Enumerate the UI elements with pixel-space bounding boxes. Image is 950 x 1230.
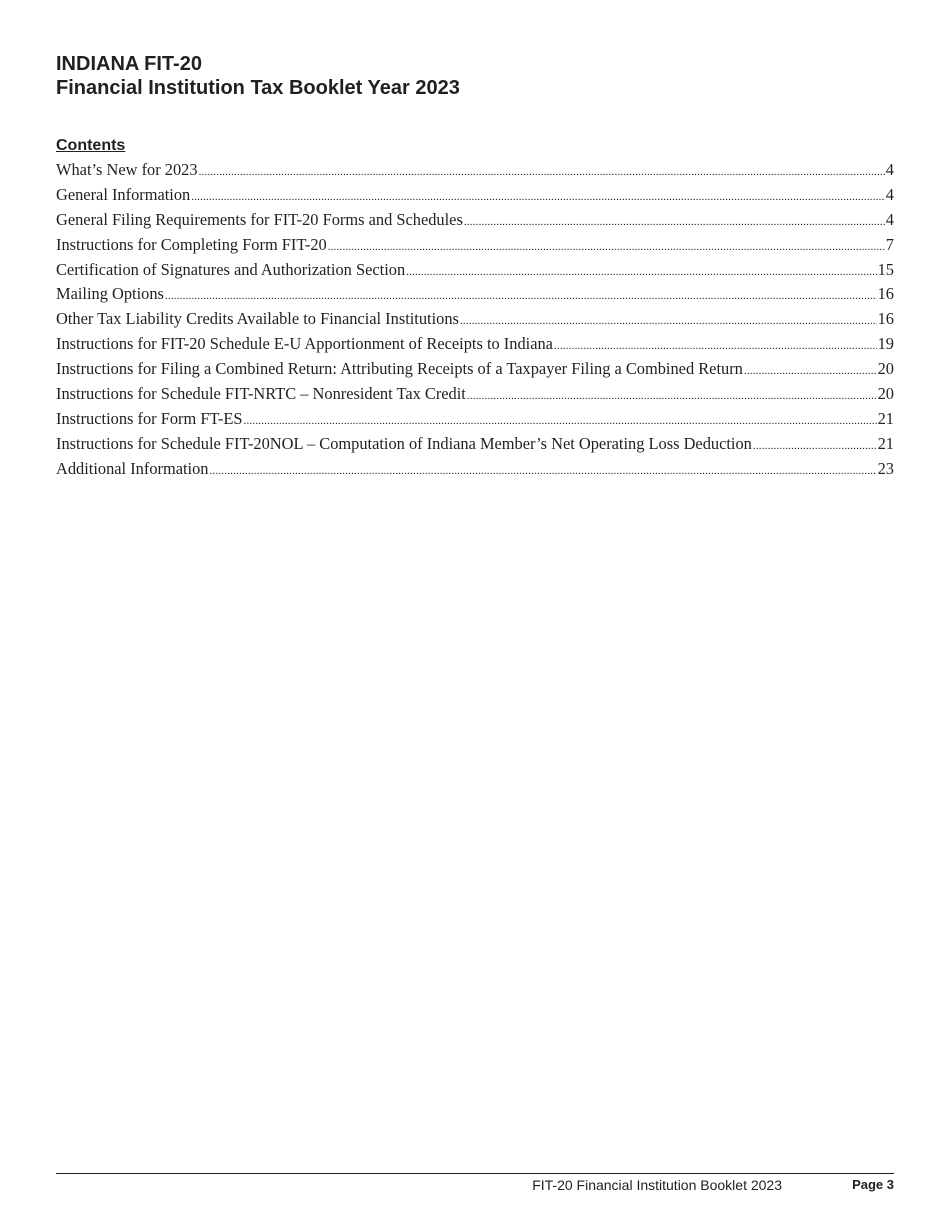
toc-entry[interactable] xyxy=(56,282,894,307)
toc-leader xyxy=(464,210,885,233)
document-title: INDIANA FIT-20 xyxy=(56,53,202,75)
table-of-contents xyxy=(56,158,894,482)
toc-entry-label: General Filing Requirements for FIT-20 Forms and Schedules xyxy=(56,209,463,229)
toc-entry-label: Certification of Signatures and Authorization Section xyxy=(56,259,406,279)
toc-entry-page: 19 xyxy=(877,334,894,354)
toc-entry[interactable] xyxy=(56,357,894,382)
toc-leader xyxy=(744,359,877,382)
toc-entry-page: 15 xyxy=(877,259,894,279)
toc-leader xyxy=(460,309,877,332)
toc-entry-page: 4 xyxy=(885,184,894,204)
toc-entry-page: 7 xyxy=(885,234,894,254)
toc-leader xyxy=(199,160,885,183)
footer-page-number: Page 3 xyxy=(852,1177,894,1192)
toc-entry-label: Instructions for FIT-20 Schedule E-U Apportionment of Receipts to Indiana xyxy=(56,334,553,354)
toc-leader xyxy=(554,334,877,357)
footer-booklet-name: FIT-20 Financial Institution Booklet 2023 xyxy=(532,1177,782,1193)
toc-entry-page: 21 xyxy=(877,433,894,453)
toc-entry[interactable] xyxy=(56,332,894,357)
toc-entry[interactable] xyxy=(56,407,894,432)
toc-entry-label: Additional Information xyxy=(56,458,209,478)
toc-leader xyxy=(467,384,877,407)
toc-leader xyxy=(244,409,877,432)
toc-entry-label: Other Tax Liability Credits Available to Financial Institutions xyxy=(56,309,459,329)
toc-entry-page: 23 xyxy=(877,458,894,478)
toc-entry-label: What’s New for 2023 xyxy=(56,160,198,179)
toc-entry[interactable] xyxy=(56,258,894,283)
toc-leader xyxy=(191,185,885,208)
toc-entry-label: Mailing Options xyxy=(56,284,164,304)
toc-leader xyxy=(210,459,877,482)
toc-entry[interactable] xyxy=(56,382,894,407)
toc-entry-page: 4 xyxy=(885,209,894,229)
toc-leader xyxy=(406,260,876,283)
toc-entry-label: Instructions for Schedule FIT-NRTC – Nonresident Tax Credit xyxy=(56,384,466,404)
toc-leader xyxy=(753,434,877,457)
toc-entry-label: Instructions for Completing Form FIT-20 xyxy=(56,234,327,254)
toc-leader xyxy=(165,284,877,307)
document-subtitle: Financial Institution Tax Booklet Year 2023 xyxy=(56,77,460,99)
toc-entry[interactable] xyxy=(56,457,894,482)
toc-entry[interactable] xyxy=(56,233,894,258)
toc-entry[interactable] xyxy=(56,432,894,457)
toc-entry-page: 16 xyxy=(877,309,894,329)
toc-entry[interactable] xyxy=(56,183,894,208)
toc-entry-page: 21 xyxy=(877,408,894,428)
toc-leader xyxy=(328,235,885,258)
toc-entry-page: 20 xyxy=(877,384,894,404)
footer-divider xyxy=(56,1173,894,1174)
toc-entry-page: 4 xyxy=(885,160,894,179)
toc-entry-label: General Information xyxy=(56,184,191,204)
toc-entry-label: Instructions for Filing a Combined Return: Attributing Receipts of a Taxpayer Filing a Combined Return xyxy=(56,359,743,379)
contents-heading: Contents xyxy=(56,137,126,154)
toc-entry[interactable] xyxy=(56,208,894,233)
toc-entry-page: 16 xyxy=(877,284,894,304)
toc-entry-label: Instructions for Form FT-ES xyxy=(56,408,243,428)
toc-entry-page: 20 xyxy=(877,359,894,379)
toc-entry-label: Instructions for Schedule FIT-20NOL – Computation of Indiana Member’s Net Operating Loss Deduction xyxy=(56,433,752,453)
toc-entry[interactable] xyxy=(56,158,894,183)
toc-entry[interactable] xyxy=(56,307,894,332)
